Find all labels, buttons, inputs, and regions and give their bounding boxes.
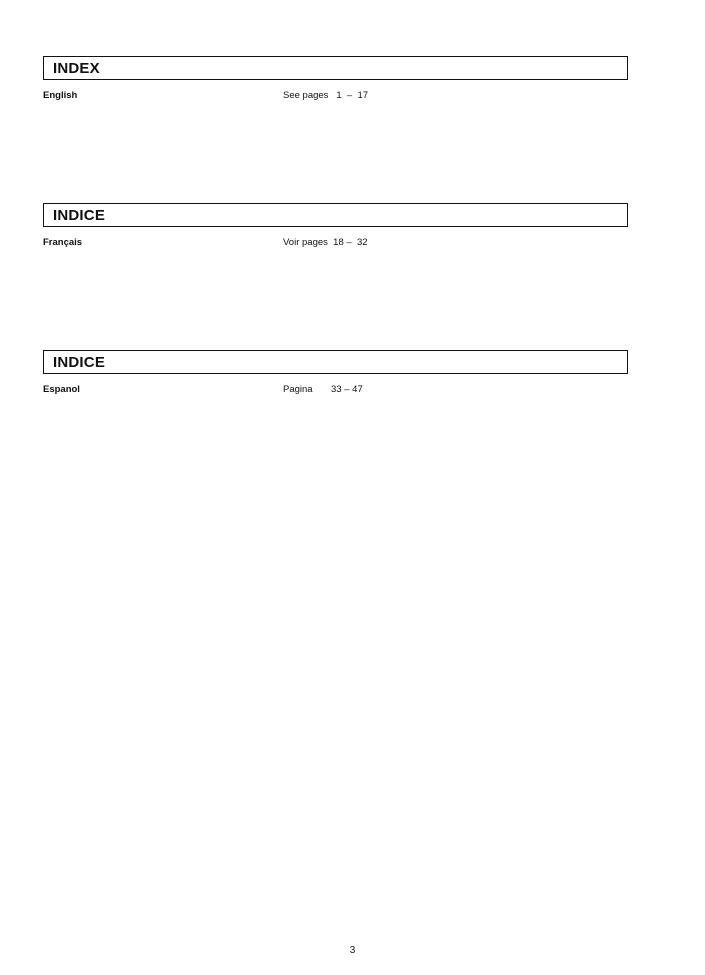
section-title: INDICE [53, 206, 106, 224]
index-entry [43, 90, 628, 106]
language-label: English [43, 90, 78, 101]
index-entry [43, 384, 628, 400]
index-section-spanish [43, 350, 628, 400]
section-header-box [43, 56, 628, 80]
language-label: Français [43, 237, 83, 248]
page-range: Pagina 33 – 47 [283, 384, 363, 395]
index-section-english [43, 56, 628, 106]
page-range: Voir pages 18 – 32 [283, 237, 368, 248]
page-number: 3 [349, 945, 356, 956]
section-title: INDEX [53, 59, 100, 77]
index-entry [43, 237, 628, 253]
section-header-box [43, 350, 628, 374]
index-section-french [43, 203, 628, 253]
section-header-box [43, 203, 628, 227]
section-title: INDICE [53, 353, 106, 371]
page-range: See pages 1 – 17 [283, 90, 369, 101]
language-label: Espanol [43, 384, 80, 395]
